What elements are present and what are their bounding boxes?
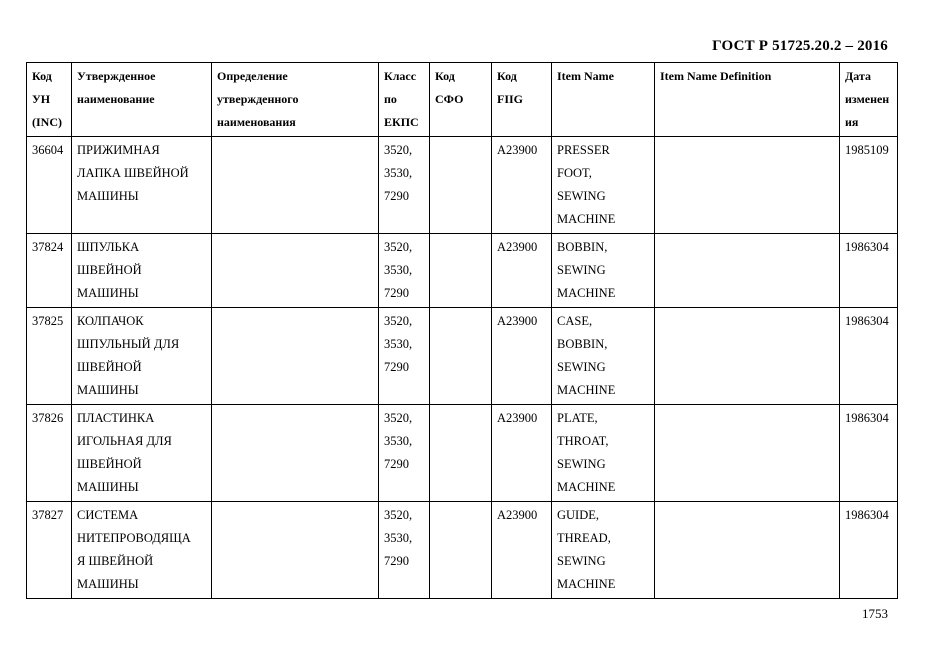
- definition-cell: [212, 137, 379, 234]
- item-definition-cell: [655, 502, 840, 599]
- cell-line: PLATE,: [557, 411, 598, 425]
- cell-line: Item Name: [557, 69, 614, 83]
- fiig-cell: A23900: [492, 502, 552, 599]
- item-name-cell: [552, 137, 655, 234]
- cell-line: утвержденного: [217, 92, 299, 106]
- inc-cell: 36604: [27, 137, 72, 234]
- cell-line: МАШИНЫ: [77, 189, 139, 203]
- inc-cell: 37825: [27, 308, 72, 405]
- item-definition-cell: [655, 405, 840, 502]
- cell-line: FOOT,: [557, 166, 592, 180]
- fiig-cell: A23900: [492, 308, 552, 405]
- cell-line: ШПУЛЬКА: [77, 240, 140, 254]
- table-body: [27, 137, 898, 599]
- cell-line: BOBBIN,: [557, 240, 608, 254]
- cell-line: SEWING: [557, 189, 606, 203]
- cell-line: по: [384, 92, 397, 106]
- cell-line: SEWING: [557, 554, 606, 568]
- cell-line: ПЛАСТИНКА: [77, 411, 155, 425]
- name-cell: [72, 308, 212, 405]
- column-header: [655, 63, 840, 137]
- cell-line: (INC): [32, 115, 62, 129]
- cell-line: 3520,: [384, 508, 413, 522]
- cell-line: ЕКПС: [384, 115, 419, 129]
- name-cell: [72, 234, 212, 308]
- cell-line: SEWING: [557, 360, 606, 374]
- cell-line: 3530,: [384, 531, 413, 545]
- cell-line: Код: [435, 69, 455, 83]
- item-name-cell: [552, 308, 655, 405]
- definition-cell: [212, 308, 379, 405]
- cell-line: MACHINE: [557, 480, 616, 494]
- cell-line: МАШИНЫ: [77, 383, 139, 397]
- cell-line: Дата: [845, 69, 871, 83]
- sfo-cell: [430, 234, 492, 308]
- name-cell: [72, 405, 212, 502]
- date-cell: 1986304: [840, 502, 898, 599]
- cell-line: MACHINE: [557, 212, 616, 226]
- inc-cell: 37824: [27, 234, 72, 308]
- cell-line: 3530,: [384, 263, 413, 277]
- cell-line: 7290: [384, 360, 409, 374]
- item-name-cell: [552, 405, 655, 502]
- cell-line: 3520,: [384, 411, 413, 425]
- name-cell: [72, 137, 212, 234]
- definition-cell: [212, 405, 379, 502]
- cell-line: FIIG: [497, 92, 524, 106]
- item-definition-cell: [655, 137, 840, 234]
- cell-line: ШВЕЙНОЙ: [77, 360, 142, 374]
- column-header: [492, 63, 552, 137]
- cell-line: МАШИНЫ: [77, 286, 139, 300]
- date-cell: 1986304: [840, 405, 898, 502]
- class-cell: [379, 502, 430, 599]
- cell-line: ШВЕЙНОЙ: [77, 457, 142, 471]
- page-number: 1753: [862, 606, 888, 621]
- column-header: [72, 63, 212, 137]
- definition-cell: [212, 234, 379, 308]
- cell-line: 3520,: [384, 240, 413, 254]
- inc-cell: 37826: [27, 405, 72, 502]
- date-cell: 1985109: [840, 137, 898, 234]
- cell-line: THREAD,: [557, 531, 611, 545]
- document-title: ГОСТ Р 51725.20.2 – 2016: [712, 38, 888, 54]
- sfo-cell: [430, 502, 492, 599]
- data-table: [26, 62, 898, 599]
- cell-line: СИСТЕМА: [77, 508, 139, 522]
- name-cell: [72, 502, 212, 599]
- cell-line: изменен: [845, 92, 890, 106]
- cell-line: MACHINE: [557, 383, 616, 397]
- cell-line: PRESSER: [557, 143, 610, 157]
- cell-line: MACHINE: [557, 577, 616, 591]
- item-definition-cell: [655, 308, 840, 405]
- item-name-cell: [552, 502, 655, 599]
- fiig-cell: A23900: [492, 234, 552, 308]
- table-header-row: [27, 63, 898, 137]
- cell-line: 7290: [384, 457, 409, 471]
- sfo-cell: [430, 137, 492, 234]
- class-cell: [379, 405, 430, 502]
- cell-line: ЛАПКА ШВЕЙНОЙ: [77, 166, 189, 180]
- cell-line: GUIDE,: [557, 508, 600, 522]
- cell-line: 3520,: [384, 143, 413, 157]
- cell-line: 7290: [384, 554, 409, 568]
- column-header: [552, 63, 655, 137]
- cell-line: Я ШВЕЙНОЙ: [77, 554, 154, 568]
- cell-line: 7290: [384, 189, 409, 203]
- cell-line: MACHINE: [557, 286, 616, 300]
- inc-cell: 37827: [27, 502, 72, 599]
- cell-line: 3530,: [384, 337, 413, 351]
- cell-line: ШВЕЙНОЙ: [77, 263, 142, 277]
- cell-line: СФО: [435, 92, 464, 106]
- definition-cell: [212, 502, 379, 599]
- cell-line: SEWING: [557, 263, 606, 277]
- class-cell: [379, 308, 430, 405]
- cell-line: Item Name Definition: [660, 69, 772, 83]
- cell-line: КОЛПАЧОК: [77, 314, 144, 328]
- cell-line: 3530,: [384, 166, 413, 180]
- cell-line: THROAT,: [557, 434, 609, 448]
- sfo-cell: [430, 405, 492, 502]
- cell-line: МАШИНЫ: [77, 480, 139, 494]
- cell-line: ИГОЛЬНАЯ ДЛЯ: [77, 434, 172, 448]
- column-header: [212, 63, 379, 137]
- column-header: [379, 63, 430, 137]
- column-header: [430, 63, 492, 137]
- cell-line: Код: [497, 69, 517, 83]
- cell-line: ПРИЖИМНАЯ: [77, 143, 160, 157]
- sfo-cell: [430, 308, 492, 405]
- cell-line: Код: [32, 69, 52, 83]
- class-cell: [379, 137, 430, 234]
- table-row: [27, 502, 898, 599]
- table-row: [27, 405, 898, 502]
- fiig-cell: A23900: [492, 405, 552, 502]
- cell-line: Утвержденное: [77, 69, 156, 83]
- cell-line: 3530,: [384, 434, 413, 448]
- cell-line: 3520,: [384, 314, 413, 328]
- cell-line: BOBBIN,: [557, 337, 608, 351]
- cell-line: SEWING: [557, 457, 606, 471]
- cell-line: 7290: [384, 286, 409, 300]
- cell-line: УН: [32, 92, 51, 106]
- column-header: [27, 63, 72, 137]
- table-row: [27, 308, 898, 405]
- date-cell: 1986304: [840, 308, 898, 405]
- cell-line: CASE,: [557, 314, 593, 328]
- cell-line: наименования: [217, 115, 296, 129]
- table-row: [27, 137, 898, 234]
- cell-line: МАШИНЫ: [77, 577, 139, 591]
- cell-line: наименование: [77, 92, 155, 106]
- table-row: [27, 234, 898, 308]
- date-cell: 1986304: [840, 234, 898, 308]
- column-header: [840, 63, 898, 137]
- fiig-cell: A23900: [492, 137, 552, 234]
- class-cell: [379, 234, 430, 308]
- item-definition-cell: [655, 234, 840, 308]
- cell-line: ШПУЛЬНЫЙ ДЛЯ: [77, 337, 180, 351]
- cell-line: ия: [845, 115, 859, 129]
- cell-line: НИТЕПРОВОДЯЩА: [77, 531, 191, 545]
- cell-line: Класс: [384, 69, 417, 83]
- cell-line: Определение: [217, 69, 288, 83]
- item-name-cell: [552, 234, 655, 308]
